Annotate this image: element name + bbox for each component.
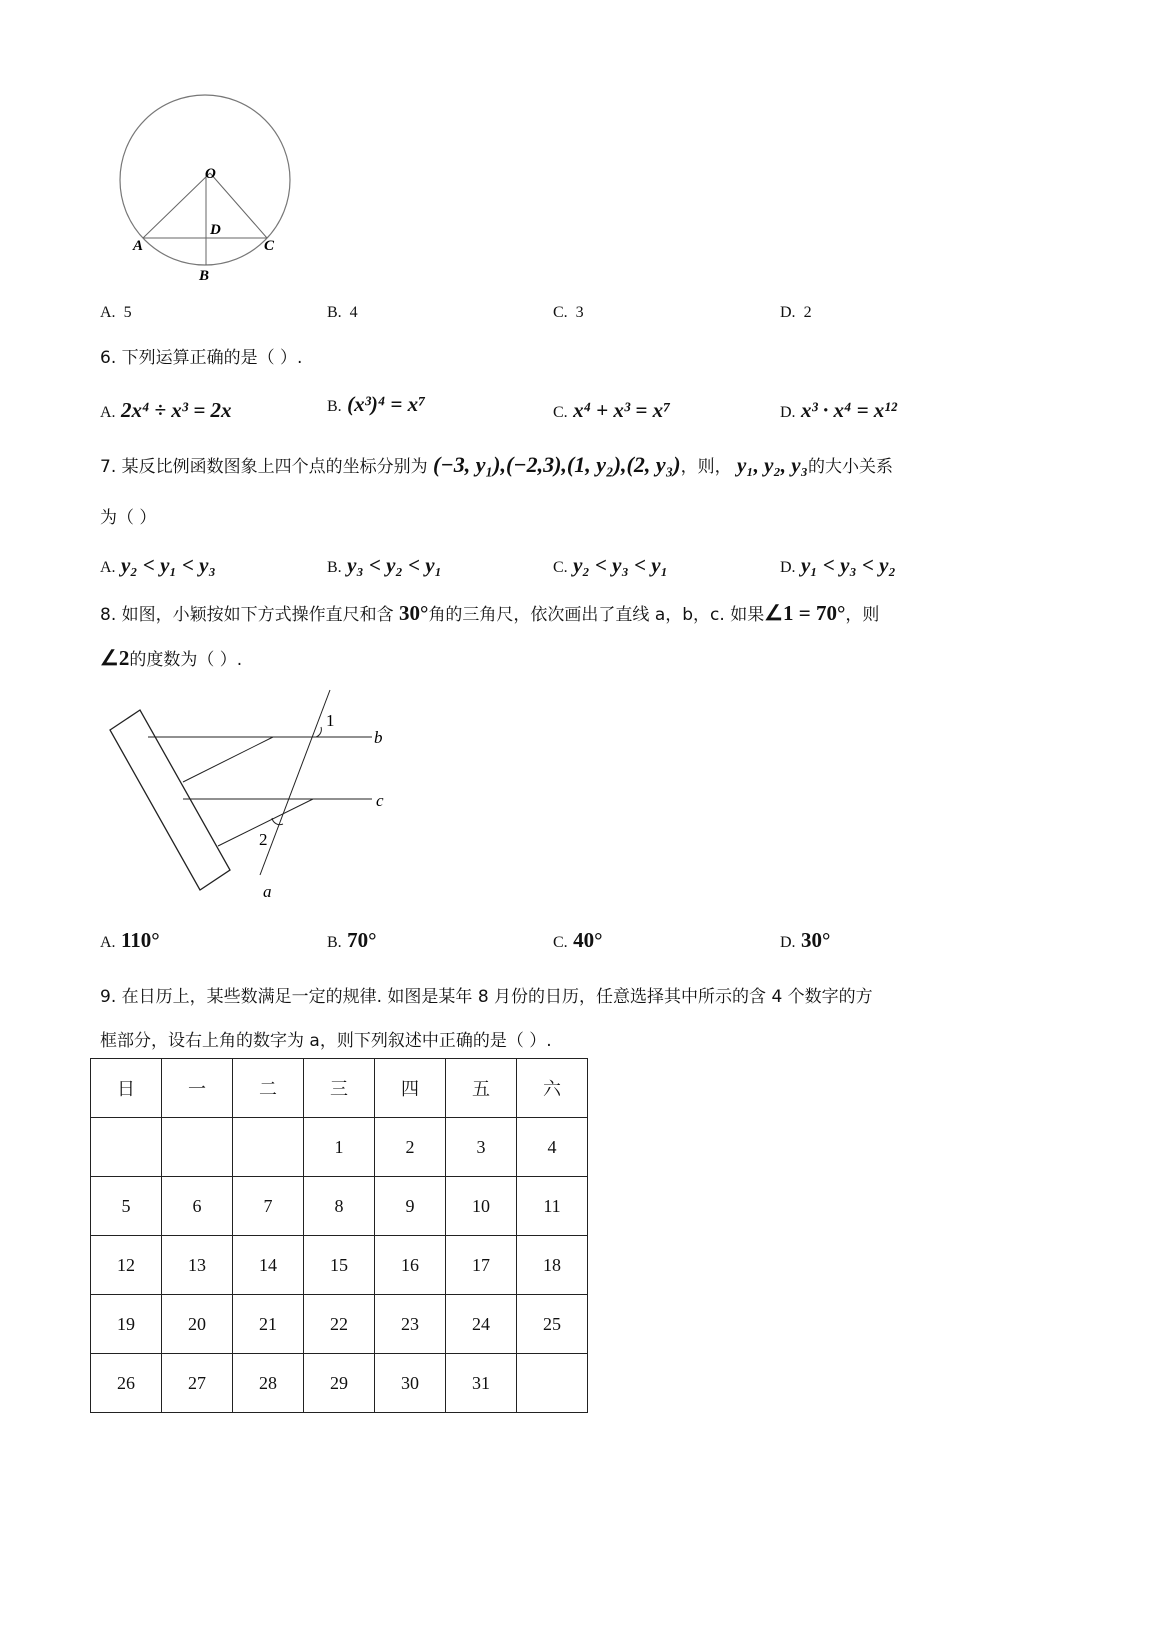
- calendar-day-cell: 25: [517, 1295, 588, 1354]
- q7-stem: [100, 452, 893, 478]
- calendar-day-cell: 28: [233, 1354, 304, 1413]
- option-d[interactable]: D. 2: [780, 304, 812, 321]
- q7-text: 的大小关系: [807, 457, 893, 477]
- option-b[interactable]: B. 70°: [327, 928, 377, 952]
- q6-stem: 6. 下列运算正确的是（ ）.: [100, 348, 303, 368]
- q9-stem: 9. 在日历上，某些数满足一定的规律. 如图是某年 8 月份的日历，任意选择其中所示的含 4 个数字的方: [100, 987, 873, 1007]
- option-d[interactable]: D. 30°: [780, 928, 831, 952]
- calendar-day-cell: 2: [375, 1118, 446, 1177]
- q8-text: 的度数为（ ）.: [129, 650, 243, 670]
- calendar-day-cell: 7: [233, 1177, 304, 1236]
- q8-text: ，则: [845, 605, 880, 625]
- calendar-day-cell: 9: [375, 1177, 446, 1236]
- q7-text: 7. 某反比例函数图象上四个点的坐标分别为: [100, 457, 428, 477]
- calendar-day-cell: 1: [304, 1118, 375, 1177]
- circle-figure: [110, 88, 310, 288]
- angle-2: ∠2: [100, 646, 130, 670]
- calendar-row: [91, 1295, 588, 1354]
- option-d[interactable]: D. y₁ < y₃ < y₂: [780, 553, 896, 577]
- q8-stem: [100, 600, 879, 626]
- label-a: A: [133, 238, 144, 254]
- label-b: b: [374, 728, 383, 747]
- calendar-day-cell: 30: [375, 1354, 446, 1413]
- option-a[interactable]: A. y₂ < y₁ < y₃: [100, 553, 216, 577]
- calendar-row: [91, 1236, 588, 1295]
- calendar-header-cell: 三: [304, 1059, 375, 1118]
- q9-stem-cont: 框部分，设右上角的数字为 a，则下列叙述中正确的是（ ）.: [100, 1031, 552, 1051]
- calendar-header-cell: 日: [91, 1059, 162, 1118]
- calendar-table: [90, 1058, 588, 1413]
- q8-condition: ∠1 = 70°: [764, 601, 846, 625]
- calendar-day-cell: 23: [375, 1295, 446, 1354]
- calendar-header-row: [91, 1059, 588, 1118]
- label-2: 2: [259, 830, 268, 849]
- calendar-day-cell: 17: [446, 1236, 517, 1295]
- label-a: a: [263, 882, 272, 901]
- q7-vars: y₁, y₂, y₃: [737, 453, 808, 477]
- calendar-day-cell: 4: [517, 1118, 588, 1177]
- option-a[interactable]: A. 5: [100, 304, 132, 321]
- option-c[interactable]: C. 3: [553, 304, 584, 321]
- calendar-day-cell: 3: [446, 1118, 517, 1177]
- calendar-day-cell: 29: [304, 1354, 375, 1413]
- q7-points: (−3, y₁),(−2,3),(1, y₂),(2, y₃): [433, 452, 681, 477]
- option-d[interactable]: D. x³ · x⁴ = x¹²: [780, 398, 897, 422]
- label-o: O: [205, 166, 216, 182]
- label-d: D: [210, 222, 221, 238]
- calendar-day-cell: 22: [304, 1295, 375, 1354]
- calendar-day-cell: [91, 1118, 162, 1177]
- q8-text: 8. 如图，小颖按如下方式操作直尺和含: [100, 605, 394, 625]
- option-b[interactable]: B. (x³)⁴ = x⁷: [327, 392, 426, 416]
- calendar-day-cell: 8: [304, 1177, 375, 1236]
- calendar-day-cell: 21: [233, 1295, 304, 1354]
- q7-text: ，则，: [680, 457, 732, 477]
- q8-text: 角的三角尺，依次画出了直线 a，b，c. 如果: [428, 605, 765, 625]
- calendar-day-cell: 18: [517, 1236, 588, 1295]
- option-a[interactable]: A. 2x⁴ ÷ x³ = 2x: [100, 398, 232, 422]
- option-c[interactable]: C. 40°: [553, 928, 603, 952]
- label-c: C: [264, 238, 275, 254]
- calendar-day-cell: 27: [162, 1354, 233, 1413]
- calendar-header-cell: 五: [446, 1059, 517, 1118]
- q8-angle: 30°: [399, 601, 429, 625]
- calendar-day-cell: 13: [162, 1236, 233, 1295]
- calendar-day-cell: 6: [162, 1177, 233, 1236]
- calendar-day-cell: 14: [233, 1236, 304, 1295]
- calendar-day-cell: 20: [162, 1295, 233, 1354]
- calendar-day-cell: 19: [91, 1295, 162, 1354]
- label-b: B: [199, 268, 210, 284]
- q7-stem-cont: 为（ ）: [100, 508, 157, 528]
- calendar-header-cell: 六: [517, 1059, 588, 1118]
- calendar-day-cell: 31: [446, 1354, 517, 1413]
- calendar-day-cell: [517, 1354, 588, 1413]
- calendar-row: [91, 1118, 588, 1177]
- calendar-day-cell: [162, 1118, 233, 1177]
- option-b[interactable]: B. y₃ < y₂ < y₁: [327, 553, 442, 577]
- q8-stem-cont: [100, 645, 242, 671]
- calendar-day-cell: 15: [304, 1236, 375, 1295]
- calendar-header-cell: 一: [162, 1059, 233, 1118]
- option-c[interactable]: C. x⁴ + x³ = x⁷: [553, 398, 671, 422]
- calendar-day-cell: 11: [517, 1177, 588, 1236]
- option-c[interactable]: C. y₂ < y₃ < y₁: [553, 553, 668, 577]
- calendar-day-cell: 5: [91, 1177, 162, 1236]
- calendar-row: [91, 1177, 588, 1236]
- calendar-day-cell: 26: [91, 1354, 162, 1413]
- label-1: 1: [326, 711, 335, 730]
- calendar-row: [91, 1354, 588, 1413]
- calendar-header-cell: 四: [375, 1059, 446, 1118]
- calendar-day-cell: 12: [91, 1236, 162, 1295]
- option-a[interactable]: A. 110°: [100, 928, 160, 952]
- label-c: c: [376, 791, 384, 810]
- calendar-header-cell: 二: [233, 1059, 304, 1118]
- option-b[interactable]: B. 4: [327, 304, 358, 321]
- calendar-day-cell: [233, 1118, 304, 1177]
- calendar-day-cell: 10: [446, 1177, 517, 1236]
- ruler-triangle-figure: [100, 680, 400, 905]
- calendar-day-cell: 16: [375, 1236, 446, 1295]
- calendar-day-cell: 24: [446, 1295, 517, 1354]
